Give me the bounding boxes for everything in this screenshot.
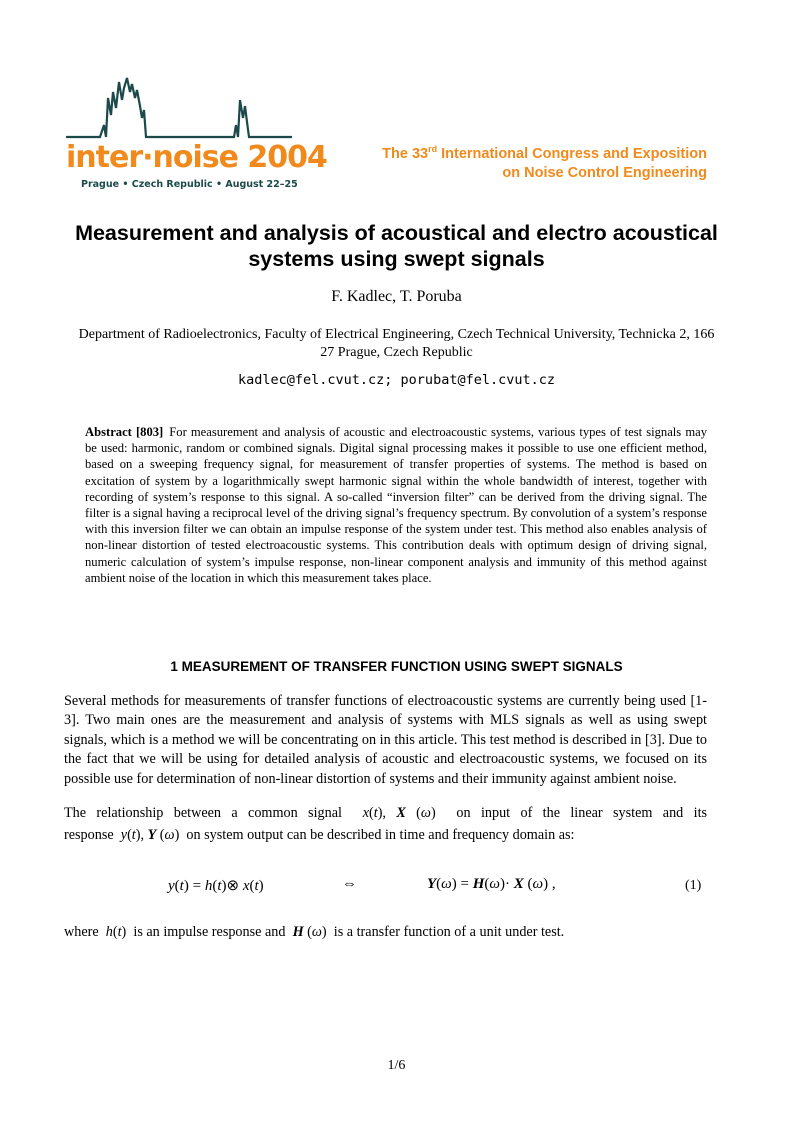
section-body bbox=[64, 692, 707, 789]
prague-skyline-icon bbox=[64, 70, 294, 150]
conference-logo bbox=[64, 70, 327, 195]
where-clause: where h(t) is an impulse response and H (ω) is a transfer function of a unit under test. bbox=[64, 924, 565, 940]
relationship-line-2: response y(t), Y (ω) on system output can be described in time and frequency domain as: bbox=[64, 827, 575, 843]
equation-number: (1) bbox=[685, 878, 702, 893]
congress-header bbox=[382, 140, 707, 183]
relationship-line-1: The relationship between a common signal x(t), X (ω) on input of the linear system and its bbox=[64, 805, 708, 821]
paper-title: Measurement and analysis of acoustical and electro acoustical systems using swept signals bbox=[75, 221, 718, 271]
affiliation: Department of Radioelectronics, Faculty of Electrical Engineering, Czech Technical University, Technicka 2, 166 27 Prague, Czech Republic bbox=[78, 327, 715, 360]
page-number: 1/6 bbox=[387, 1058, 406, 1073]
paragraph: Several methods for measurements of transfer functions of electroacoustic systems are currently being used [1-3]. Two main ones are the measurement and analysis of systems with MLS signals as well as using swept signals, which is a method we will be concentrating on in this article. This test method is described in [3]. Due to the fact that we will be using for detailed analysis of acoustic and electroacoustic systems, we focused on its possible use for determination of non-linear distortion of systems and their immunity against ambient noise. bbox=[64, 693, 707, 787]
logo-wordmark: inter·noise 2004 bbox=[66, 140, 327, 175]
author-emails: kadlec@fel.cvut.cz; porubat@fel.cvut.cz bbox=[238, 372, 555, 388]
congress-line-1: The 33rd International Congress and Exposition bbox=[382, 144, 707, 162]
abstract-text: For measurement and analysis of acoustic and electroacoustic systems, various types of test signals may be used: harmonic, random or combined signals. Digital signal processing makes it possible to use one efficient method, based on a sweeping frequency signal, for measurement of transfer properties of systems. The method is based on excitation of system by a logarithmically swept harmonic signal within the whole bandwidth of interest, together with recording of system’s response to this signal. A so-called “inversion filter” can be derived from the driving signal. The filter is a signal having a reciprocal level of the driving signal’s frequency spectrum. By convolution of a system’s response with this inversion filter we can obtain an impulse response of the system under test. This method also enables analysis of non-linear distortion of tested electroacoustic systems. This contribution deals with optimum design of driving signal, numeric calculation of system’s impulse response, non-linear component analysis and immunity of this method against ambient noise of the location in which this measurement takes place. bbox=[85, 425, 707, 585]
abstract bbox=[85, 424, 707, 586]
section-heading: 1 MEASUREMENT OF TRANSFER FUNCTION USING SWEPT SIGNALS bbox=[170, 659, 623, 674]
logo-tagline: Prague • Czech Republic • August 22–25 bbox=[81, 179, 298, 190]
congress-line-2: on Noise Control Engineering bbox=[502, 164, 707, 181]
equation-frequency-domain: Y(ω) = H(ω)· X (ω) , bbox=[427, 876, 556, 892]
abstract-label: Abstract [803] bbox=[85, 425, 164, 439]
equivalence-arrow: ⇔ bbox=[342, 876, 357, 892]
equation-time-domain: y(t) = h(t)⊗ x(t) bbox=[168, 878, 264, 894]
authors: F. Kadlec, T. Poruba bbox=[331, 288, 462, 305]
